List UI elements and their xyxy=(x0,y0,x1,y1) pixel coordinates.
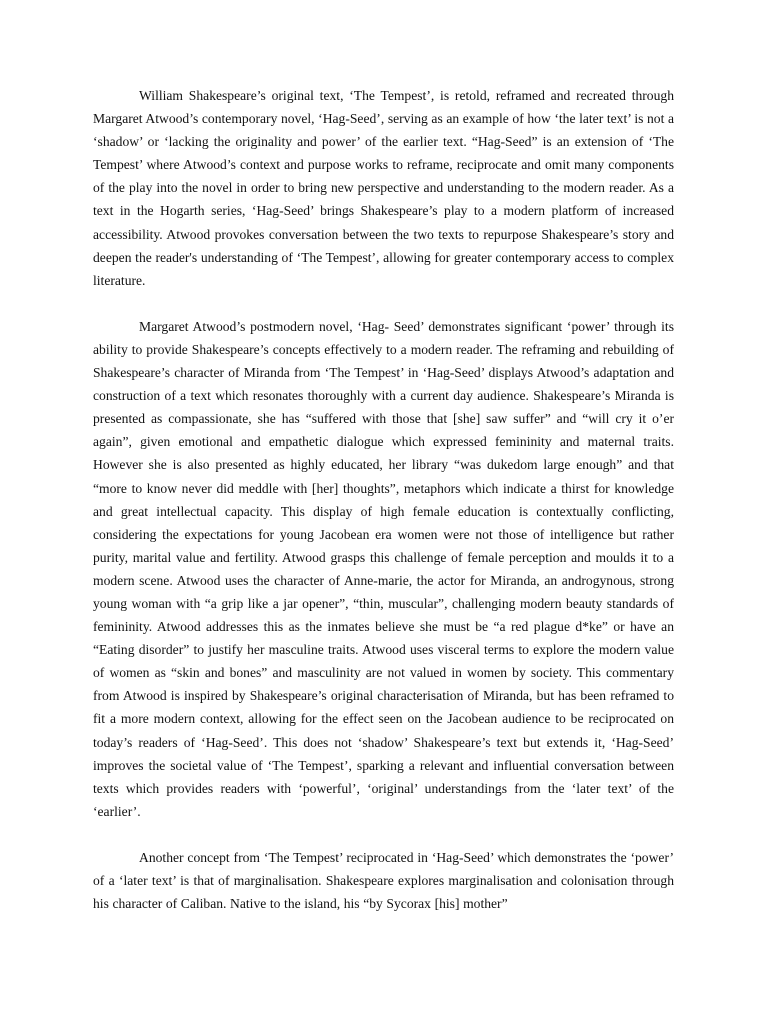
paragraph-2: Margaret Atwood’s postmodern novel, ‘Hag- Seed’ demonstrates significant ‘power’ through its ability to provide Shakespeare’s concepts effectively to a modern reader. The reframing and rebuilding of Shakespeare’s character of Miranda from ‘The Tempest’ in ‘Hag-Seed’ displays Atwood’s adaptation and construction of a text which resonates thoroughly with a current day audience. Shakespeare’s Miranda is presented as compassionate, she has “suffered with those that [she] saw suffer” and “will cry it o’er again”, given emotional and empathetic dialogue which expressed femininity and maternal traits. However she is also presented as highly educated, her library “was dukedom large enough” and that “more to know never did meddle with [her] thoughts”, metaphors which indicate a thirst for knowledge and great intellectual capacity. This display of high female education is contextually conflicting, considering the expectations for young Jacobean era women were not those of intelligence but rather purity, marital value and fertility. Atwood grasps this challenge of female perception and moulds it to a modern scene. Atwood uses the character of Anne-marie, the actor for Miranda, an androgynous, strong young woman with “a grip like a jar opener”, “thin, muscular”, challenging modern beauty standards of femininity. Atwood addresses this as the inmates believe she must be “a red plague d*ke” or have an “Eating disorder” to justify her masculine traits. Atwood uses visceral terms to explore the modern value of women as “skin and bones” and masculinity are not valued in women by society. This commentary from Atwood is inspired by Shakespeare’s original characterisation of Miranda, but has been reframed to fit a more modern context, allowing for the effect seen on the Jacobean audience to be reciprocated on today’s readers of ‘Hag-Seed’. This does not ‘shadow’ Shakespeare’s text but extends it, ‘Hag-Seed’ improves the societal value of ‘The Tempest’, sparking a relevant and influential conversation between texts which provides readers with ‘powerful’, ‘original’ understandings from the ‘later text’ of the ‘earlier’. xyxy=(93,318,674,819)
document-body xyxy=(93,84,674,938)
paragraph-1: William Shakespeare’s original text, ‘The Tempest’, is retold, reframed and recreated through Margaret Atwood’s contemporary novel, ‘Hag-Seed’, serving as an example of how ‘the later text’ is not a ‘shadow’ or ‘lacking the originality and power’ of the earlier text. “Hag-Seed” is an extension of ‘The Tempest’ where Atwood’s context and purpose works to reframe, reciprocate and omit many components of the play into the novel in order to bring new perspective and understanding to the modern reader. As a text in the Hogarth series, ‘Hag-Seed’ brings Shakespeare’s play to a modern platform of increased accessibility. Atwood provokes conversation between the two texts to repurpose Shakespeare’s story and deepen the reader's understanding of ‘The Tempest’, allowing for greater contemporary access to complex literature. xyxy=(93,88,675,288)
paragraph-3: Another concept from ‘The Tempest’ reciprocated in ‘Hag-Seed’ which demonstrates the ‘power’ of a ‘later text’ is that of marginalisation. Shakespeare explores marginalisation and colonisation through his character of Caliban. Native to the island, his “by Sycorax [his] mother” xyxy=(93,849,674,912)
